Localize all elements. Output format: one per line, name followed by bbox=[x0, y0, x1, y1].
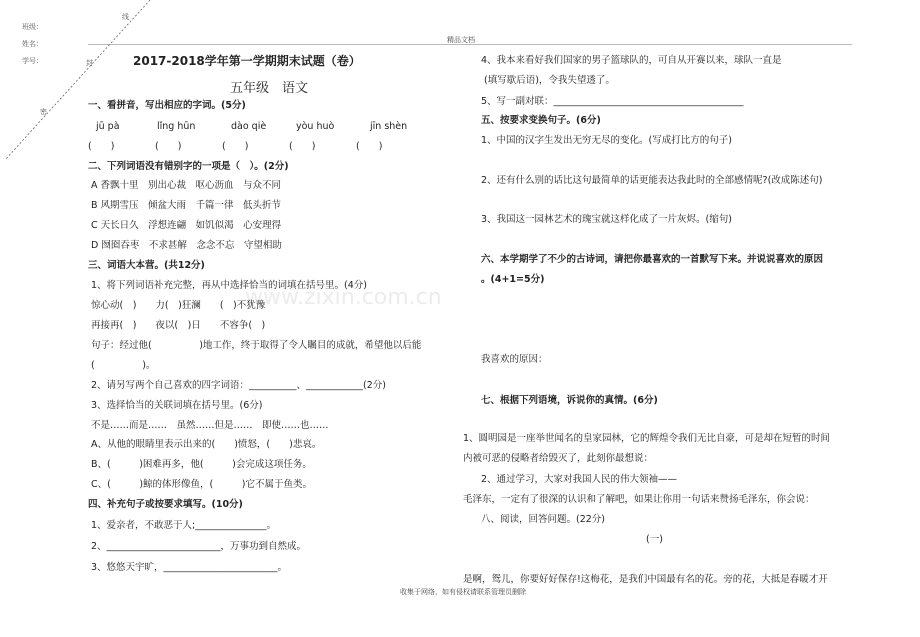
s4-q2: 2、________________________，万事功到自然成。 bbox=[91, 541, 307, 552]
footer-note: 收集于网络，如有侵权请联系管理员删除 bbox=[400, 588, 526, 596]
s3-q1-sentence: 句子：经过他( )地工作，终于取得了令人瞩目的成就，希望他以后能 bbox=[91, 340, 422, 351]
pinyin-2: lǐng hūn bbox=[157, 121, 196, 132]
exam-title: 2017-2018学年第一学期期末试题（卷） bbox=[133, 54, 361, 68]
section-1-heading: 一、看拼音，写出相应的字词。(5分) bbox=[88, 100, 246, 111]
s3-q3: 3、选择恰当的关联词填在括号里。(6分) bbox=[91, 400, 263, 411]
section-6-heading-cont: 。(4+1=5分) bbox=[481, 274, 545, 285]
exam-subtitle: 五年级 语文 bbox=[230, 81, 309, 96]
fold-mark-line: 线 bbox=[122, 13, 129, 21]
section-4-heading: 四、补充句子或按要求填写。(10分) bbox=[88, 499, 243, 510]
s3-q1-row2: 再接再( ) 夜以( )日 不容争( ) bbox=[91, 320, 266, 331]
pinyin-4: yòu huò bbox=[296, 121, 335, 132]
s5-q1: 1、中国的汉字生发出无穷无尽的变化。(写成打比方的句子) bbox=[481, 135, 732, 146]
s5-q2: 2、还有什么别的话比这句最简单的话更能表达我此时的全部感情呢?(改成陈述句) bbox=[481, 175, 823, 186]
answer-bracket-5[interactable]: ( ) bbox=[356, 141, 383, 152]
s3-q3-b: B、( )困难再多，他( )会完成这项任务。 bbox=[91, 459, 312, 470]
s3-q3-words: 不是……而是…… 虽然……但是…… 即使……也…… bbox=[91, 420, 329, 431]
r-q5: 5、写一副对联：________________________________________ bbox=[481, 96, 744, 107]
answer-bracket-3[interactable]: ( ) bbox=[222, 141, 249, 152]
s5-q3: 3、我国这一园林艺术的瑰宝就这样化成了一片灰烬。(缩句) bbox=[481, 214, 732, 225]
section-2-heading: 二、下列词语没有错别字的一项是（ ）。(2分) bbox=[88, 161, 289, 172]
s3-q3-c: C、( )鲸的体形像鱼，( )它不属于鱼类。 bbox=[91, 479, 312, 490]
option-b[interactable]: B 风期雪压 倾盆大雨 千篇一律 低头折节 bbox=[91, 200, 282, 211]
option-a[interactable]: A 香飘十里 别出心裁 呕心沥血 与众不同 bbox=[91, 180, 282, 191]
s3-q1-row1: 惊心动( ) 力( )狂澜 ( )不犹豫 bbox=[91, 300, 266, 311]
student-id-label: 学号： bbox=[22, 57, 43, 65]
s7-q1-line2: 内被可恶的侵略者给毁灭了，此刻你最想说： bbox=[463, 453, 654, 464]
section-8-heading: 八、阅读，回答问题。(22分) bbox=[481, 514, 606, 525]
answer-bracket-4[interactable]: ( ) bbox=[289, 141, 316, 152]
class-label: 班级： bbox=[22, 23, 43, 31]
s8-part-label: (一) bbox=[646, 534, 663, 545]
s3-q1: 1、将下列词语补充完整，再从中选择恰当的词填在括号里。(4分) bbox=[91, 280, 368, 291]
pinyin-1: jū pà bbox=[96, 121, 120, 132]
r-q4-line2: (填写歇后语)，令我失望透了。 bbox=[484, 75, 615, 86]
section-5-heading: 五、按要求变换句子。(6分) bbox=[481, 115, 601, 126]
answer-bracket-2[interactable]: ( ) bbox=[155, 141, 182, 152]
s7-q2-line2: 毛泽东，一定有了很深的认识和了解吧，如果让你用一句话来赞扬毛泽东，你会说： bbox=[463, 494, 815, 505]
header-text: 精品文档 bbox=[447, 36, 475, 44]
s4-q3: 3、悠悠天宇旷，________________________。 bbox=[91, 562, 288, 573]
pinyin-3: dào qiè bbox=[231, 121, 267, 132]
section-6-heading: 六、本学期学了不少的古诗词，请把你最喜欢的一首默写下来。并说说喜欢的原因 bbox=[481, 254, 824, 265]
s3-q2: 2、请另写两个自己喜欢的四字词语：__________、____________(2分) bbox=[91, 380, 387, 391]
s7-q2-line1: 2、通过学习，大家对我国人民的伟大领袖—— bbox=[481, 474, 678, 485]
pinyin-5: jīn shèn bbox=[370, 121, 408, 132]
s3-q1-sentence-cont: ( )。 bbox=[91, 360, 156, 371]
option-d[interactable]: D 囫囵吞枣 不求甚解 念念不忘 守望相助 bbox=[91, 240, 282, 251]
option-c[interactable]: C 天长日久 浮想连翩 如饥似渴 心安理得 bbox=[91, 220, 282, 231]
section-3-heading: 三、词语大本营。(共12分) bbox=[88, 260, 205, 271]
fold-mark-seal: 封 bbox=[86, 59, 93, 67]
watermark: www.zixin.com.cn bbox=[245, 285, 442, 310]
fold-mark-secret: 密 bbox=[40, 108, 47, 116]
s4-q1: 1、爱亲者，不敢恶于人;_______________。 bbox=[91, 520, 276, 531]
r-q4-line1: 4、我本来看好我们国家的男子篮球队的，可自从开赛以来，球队一直是 bbox=[481, 55, 782, 66]
section-7-heading: 七、根据下列语境，诉说你的真情。(6分) bbox=[481, 395, 658, 406]
s6-reason-label: 我喜欢的原因： bbox=[481, 354, 548, 365]
answer-bracket-1[interactable]: ( ) bbox=[88, 141, 115, 152]
name-label: 姓名： bbox=[22, 40, 43, 48]
s3-q3-a: A、从他的眼睛里表示出来的( )愤怒，( )悲哀。 bbox=[91, 439, 322, 450]
s7-q1-line1: 1、圆明园是一座举世闻名的皇家园林，它的辉煌令我们无比自豪，可是却在短暂的时间 bbox=[463, 433, 831, 444]
s8-text: 是啊，鸳儿，你要好好保存!这梅花，是我们中国最有名的花。旁的花，大抵是春暖才开 bbox=[463, 574, 828, 585]
